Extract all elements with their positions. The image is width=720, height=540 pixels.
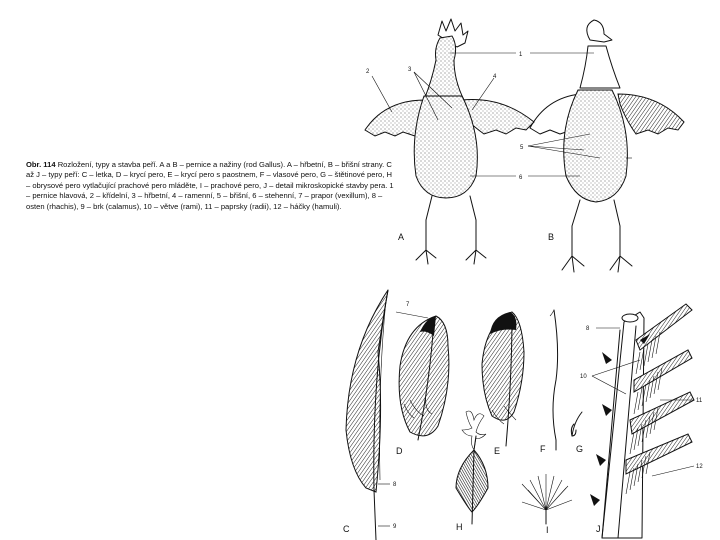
num-8a: 8: [393, 482, 397, 488]
feather-g: [571, 412, 583, 454]
feather-i: [522, 474, 572, 535]
num-8b: 8: [586, 326, 590, 332]
caption-title: Obr. 114: [26, 160, 56, 169]
num-5: 5: [520, 145, 524, 151]
feather-h: [456, 411, 488, 532]
panel-label-a: A: [398, 232, 405, 242]
num-7: 7: [406, 302, 410, 308]
num-2: 2: [366, 69, 370, 75]
bird-b-ventral: [519, 20, 684, 272]
feather-f: [540, 310, 558, 454]
figure-caption: [26, 160, 398, 212]
panel-label-d: D: [396, 446, 403, 456]
panel-label-g: G: [576, 444, 584, 454]
feather-j-detail: [580, 304, 703, 538]
num-3: 3: [408, 67, 412, 73]
feather-e: [482, 312, 524, 456]
num-4: 4: [493, 74, 497, 80]
panel-label-e: E: [494, 446, 501, 456]
bird-a-dorsal: [365, 19, 534, 264]
num-9: 9: [393, 524, 397, 530]
panel-label-f: F: [540, 444, 546, 454]
panel-label-h: H: [456, 522, 463, 532]
feather-d: [396, 302, 449, 456]
panel-label-j: J: [596, 524, 601, 534]
num-1: 1: [519, 52, 523, 58]
num-6: 6: [519, 175, 523, 181]
num-10: 10: [580, 374, 587, 380]
panel-label-i: I: [546, 525, 549, 535]
num-12: 12: [696, 464, 703, 470]
feather-c: [343, 290, 397, 540]
caption-text: Rozložení, typy a stavba peří. A a B – pernice a nažiny (rod Gallus). A – hřbetní, B – břišní strany. C až J – typy peří: C – letka, D – krycí pero, E – krycí pero s paostnem, F – vlasové pero, G – štětinové pero, H – obrysové pero vytlačující prachové pero mláděte, I – prachové pero, J – detail mikroskopické stavby pera. 1 – pernice hlavová, 2 – křídelní, 3 – hřbetní, 4 – ramenní, 5 – břišní, 6 – stehenní, 7 – prapor (vexillum), 8 – osten (rhachis), 9 – brk (calamus), 10 – větve (rami), 11 – paprsky (radii), 12 – háčky (hamuli).: [26, 160, 394, 211]
panel-label-b: B: [548, 232, 555, 242]
num-11: 11: [696, 398, 703, 404]
panel-label-c: C: [343, 524, 350, 534]
